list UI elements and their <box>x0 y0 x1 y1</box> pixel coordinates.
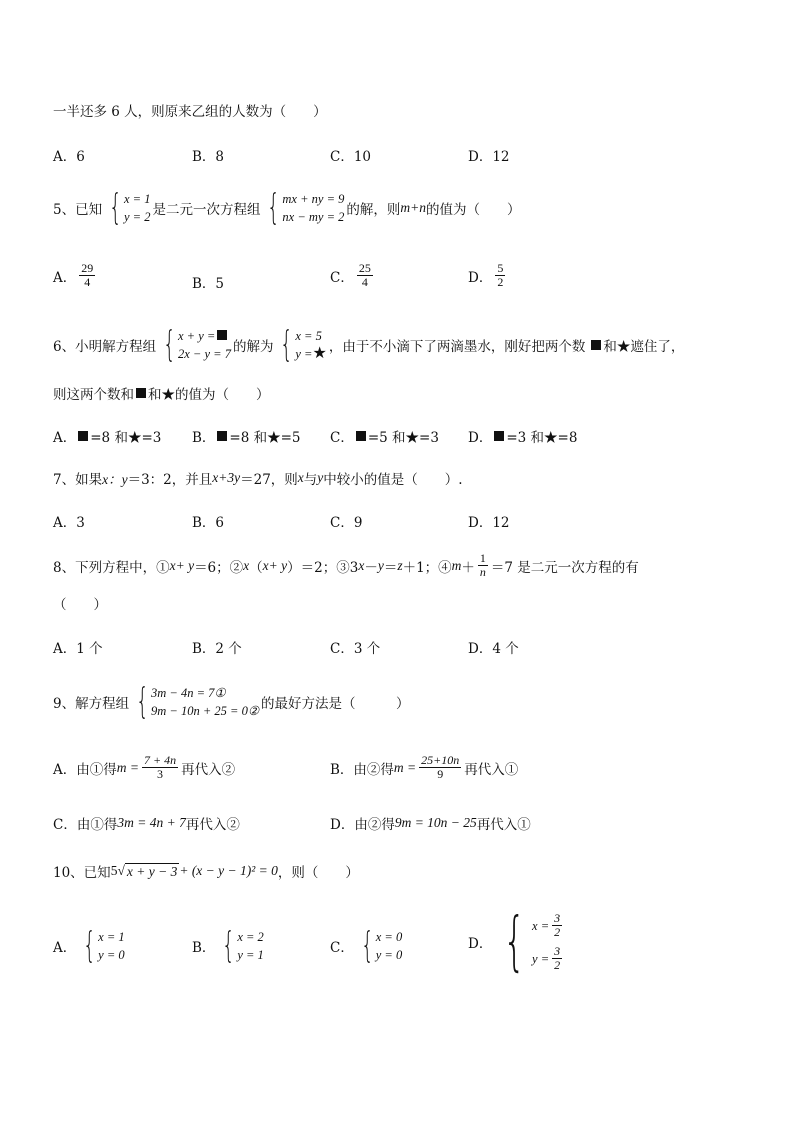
q10-option-c[interactable]: C． { x = 0 y = 0 <box>330 925 403 966</box>
q6-option-d[interactable]: D． =3 和★=8 <box>468 430 578 446</box>
q4-option-c[interactable]: C．10 <box>330 149 372 165</box>
q6-eq-1: x + y = <box>178 329 216 343</box>
q6-line2b: 和★的值为（ ） <box>148 387 270 403</box>
q6-solution-system: { x = 5 y =★ <box>280 324 327 365</box>
q9-option-a[interactable]: A．由①得 m = $\frac{7 + 4n}{3}$ 再代入② <box>53 753 236 781</box>
q5-option-c-frac: $\frac{25}{4}$ <box>358 261 371 289</box>
ink-square-icon <box>78 431 88 441</box>
q5-option-b[interactable]: B．5 <box>192 276 225 292</box>
q6-stem-line2 <box>53 383 270 403</box>
q7-option-d[interactable]: D．12 <box>468 515 510 531</box>
q4-option-a[interactable]: A．6 <box>53 149 85 165</box>
q5-option-c[interactable] <box>330 262 376 289</box>
q5-option-d-frac: $\frac{5}{2}$ <box>497 261 504 289</box>
q4-stem: 一半还多 6 人，则原来乙组的人数为（ ） <box>53 104 327 120</box>
q6-sol-x: x = 5 <box>295 329 322 343</box>
q6-suffix: ，由于不小滴下了两滴墨水，刚好把两个数 <box>328 339 586 355</box>
q6-option-c[interactable]: C． =5 和★=3 <box>330 430 439 446</box>
q9-option-d[interactable]: D．由②得 9m = 10n − 25 再代入① <box>330 815 531 833</box>
ink-square-icon <box>591 340 601 350</box>
q5-equation-system: { mx + ny = 9 nx − my = 2 <box>267 187 345 228</box>
q7-option-a[interactable]: A．3 <box>53 515 85 531</box>
q8-option-b[interactable]: B．2 个 <box>192 641 242 657</box>
q5-option-d-label: D． <box>468 269 493 286</box>
q9-eq-2: 9m − 10n + 25 = 0② <box>151 704 260 718</box>
q6-equation-system: { x + y = 2x − y = 7 <box>163 324 231 365</box>
q5-prefix: 5、已知 <box>53 202 103 218</box>
ink-square-icon <box>356 431 366 441</box>
q5-option-d[interactable] <box>468 262 508 289</box>
q9-option-a-frac: $\frac{7 + 4n}{3}$ <box>143 753 177 781</box>
ink-star-icon: ★ <box>312 345 327 362</box>
q5-suffix-b: 的值为（ ） <box>426 202 521 218</box>
q5-suffix-a: 的解，则 <box>346 202 401 218</box>
q4-option-b[interactable]: B．8 <box>192 149 225 165</box>
q5-option-a-frac: $\frac{29}{4}$ <box>81 261 94 289</box>
q6-prefix: 6、小明解方程组 <box>53 339 157 355</box>
q5-solution-system: { x = 1 y = 2 <box>109 187 151 228</box>
q6-line2a: 则这两个数和 <box>53 387 134 403</box>
q10-stem: 10、已知 5 √ x + y − 3 + (x − y − 1)² = 0 ，则（ ） <box>53 863 359 881</box>
ink-square-icon <box>217 431 227 441</box>
q5-sol-y: y = 2 <box>124 210 151 224</box>
q6-option-a[interactable]: A． =8 和★=3 <box>53 430 162 446</box>
q8-stem: 8、下列方程中，① x+ y ＝6；② x （ x+ y ）＝2；③3 x － y ＝ z ＋1；④ m ＋ $\frac{1}{n}$ ＝7 是二元一次方程的有 <box>53 551 639 579</box>
q6-mid: 的解为 <box>232 339 274 355</box>
q4-option-d[interactable]: D．12 <box>468 149 510 165</box>
q10-option-d[interactable]: D． { x = $\frac{3}{2}$ y = $\frac{3}{2}$ <box>468 905 561 979</box>
q10-option-b[interactable]: B． { x = 2 y = 1 <box>192 925 264 966</box>
q9-equation-system: { 3m − 4n = 7① 9m − 10n + 25 = 0② <box>136 681 260 722</box>
q5-sol-x: x = 1 <box>124 192 151 206</box>
ink-square-icon <box>217 330 227 340</box>
q8-option-d[interactable]: D．4 个 <box>468 641 519 657</box>
q5-option-a-label: A． <box>53 269 77 286</box>
q10-radical: 5 √ x + y − 3 <box>110 863 178 879</box>
q5-option-c-label: C． <box>330 269 354 286</box>
q5-option-a[interactable] <box>53 262 98 289</box>
q9-option-b[interactable]: B．由②得 m = $\frac{25+10n}{9}$ 再代入① <box>330 753 519 781</box>
q6-eq-2: 2x − y = 7 <box>178 347 231 361</box>
ink-square-icon <box>136 388 146 398</box>
q6-stem <box>53 324 685 365</box>
q6-sol-y: y = <box>295 347 313 361</box>
q5-eq-1: mx + ny = 9 <box>282 192 345 206</box>
q9-option-b-frac: $\frac{25+10n}{9}$ <box>421 753 460 781</box>
q5-eq-2: nx − my = 2 <box>282 210 345 224</box>
q9-option-c[interactable]: C．由①得 3m = 4n + 7 再代入② <box>53 815 240 833</box>
q10-option-a[interactable]: A． { x = 1 y = 0 <box>53 925 125 966</box>
q7-option-c[interactable]: C．9 <box>330 515 363 531</box>
q8-answer-paren: （ ） <box>53 597 107 613</box>
q9-eq-1: 3m − 4n = 7① <box>151 686 226 700</box>
q6-suffix2: 和★遮住了， <box>603 339 685 355</box>
ink-square-icon <box>494 431 504 441</box>
q8-fraction: $\frac{1}{n}$ <box>479 551 486 579</box>
q7-option-b[interactable]: B．6 <box>192 515 225 531</box>
q8-option-a[interactable]: A．1 个 <box>53 641 103 657</box>
q5-var: m+n <box>400 200 426 215</box>
q6-option-b[interactable]: B． =8 和★=5 <box>192 430 301 446</box>
q5-mid: 是二元一次方程组 <box>152 202 261 218</box>
q5-stem <box>53 187 521 228</box>
q8-option-c[interactable]: C．3 个 <box>330 641 381 657</box>
q9-stem: 9、解方程组 { 3m − 4n = 7① 9m − 10n + 25 = 0② 的最好方法是（ ） <box>53 681 410 722</box>
q7-stem: 7、如果 x：y ＝3：2，并且 x+3y ＝27，则 x 与 y 中较小的值是（ ）. <box>53 470 463 488</box>
